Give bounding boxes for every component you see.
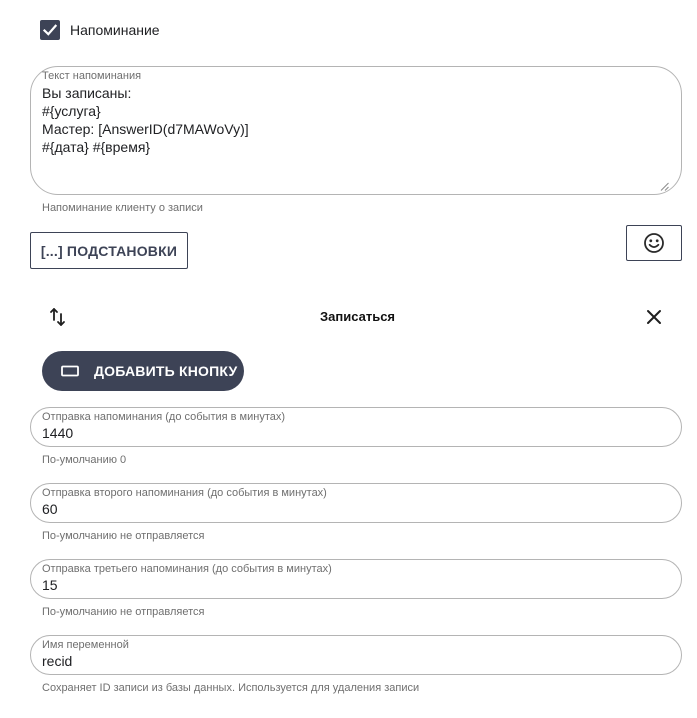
second-reminder-label: Отправка второго напоминания (до события в минутах) xyxy=(42,487,327,499)
close-icon[interactable] xyxy=(645,308,663,326)
button-outline-icon xyxy=(61,365,79,377)
reminder-checkbox[interactable] xyxy=(40,20,60,40)
second-reminder-input[interactable]: 60 xyxy=(42,501,58,517)
emoji-button[interactable] xyxy=(626,225,682,261)
third-reminder-helper: По-умолчанию не отправляется xyxy=(42,606,205,618)
reminder-checkbox-label: Напоминание xyxy=(70,22,160,38)
reminder-text-content[interactable] xyxy=(42,84,249,156)
first-reminder-input[interactable]: 1440 xyxy=(42,425,74,441)
variable-name-helper: Сохраняет ID записи из базы данных. Используется для удаления записи xyxy=(42,682,420,694)
add-button-button[interactable] xyxy=(42,351,244,391)
checkmark-icon xyxy=(42,22,58,38)
button-title: Записаться xyxy=(320,309,396,324)
first-reminder-helper: По-умолчанию 0 xyxy=(42,454,127,466)
reminder-text-label: Текст напоминания xyxy=(42,70,142,82)
second-reminder-helper: По-умолчанию не отправляется xyxy=(42,530,205,542)
first-reminder-label: Отправка напоминания (до события в минутах) xyxy=(42,411,286,423)
substitutions-button[interactable]: [...] ПОДСТАНОВКИ xyxy=(30,232,188,269)
third-reminder-field[interactable] xyxy=(30,559,682,599)
smiley-icon xyxy=(643,232,665,254)
variable-name-input[interactable]: recid xyxy=(42,653,73,669)
first-reminder-field[interactable] xyxy=(30,407,682,447)
swap-vertical-icon[interactable] xyxy=(49,307,67,327)
second-reminder-field[interactable] xyxy=(30,483,682,523)
reminder-text-line: #{дата} #{время} xyxy=(42,139,151,155)
reminder-text-line: #{услуга} xyxy=(42,103,101,119)
reminder-text-line: Вы записаны: xyxy=(42,85,132,101)
third-reminder-label: Отправка третьего напоминания (до события в минутах) xyxy=(42,563,332,575)
variable-name-label: Имя переменной xyxy=(42,639,129,651)
variable-name-field[interactable] xyxy=(30,635,682,675)
resize-handle-icon[interactable] xyxy=(660,182,669,191)
reminder-text-line: Мастер: [AnswerID(d7MAWoVy)] xyxy=(42,121,249,137)
reminder-text-area[interactable] xyxy=(30,66,682,195)
add-button-label: ДОБАВИТЬ КНОПКУ xyxy=(94,363,238,379)
reminder-text-helper: Напоминание клиенту о записи xyxy=(42,202,203,214)
third-reminder-input[interactable]: 15 xyxy=(42,577,58,593)
reminder-checkbox-row[interactable] xyxy=(40,20,160,40)
